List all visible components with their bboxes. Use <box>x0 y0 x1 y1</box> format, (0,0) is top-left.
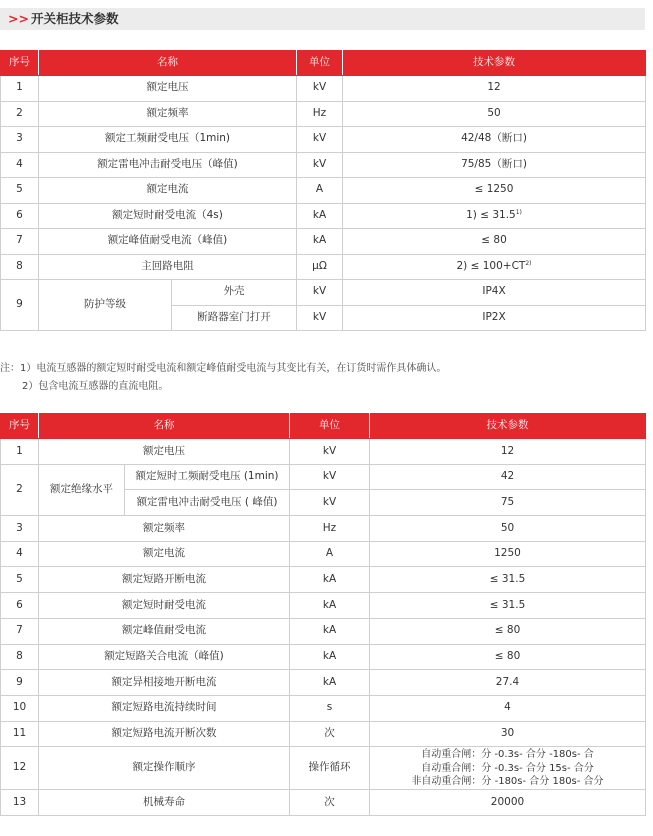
operating-sequence-line: 自动重合闸：分 -0.3s- 合分 -180s- 合 <box>421 749 594 760</box>
cell-name: 主回路电阻 <box>39 254 297 280</box>
cell-no: 5 <box>1 567 39 593</box>
cell-unit: A <box>290 541 370 567</box>
cell-name: 机械寿命 <box>39 790 290 816</box>
table-row <box>1 76 646 102</box>
header-name: 名称 <box>39 414 290 439</box>
table-row <box>1 178 646 204</box>
cell-value: IP2X <box>343 305 646 331</box>
cell-value <box>343 254 646 280</box>
cell-name: 额定短路开断电流 <box>39 567 290 593</box>
cell-value: ≤ 1250 <box>343 178 646 204</box>
cell-value <box>343 203 646 229</box>
cell-name: 额定短路电流持续时间 <box>39 695 290 721</box>
cell-unit: μΩ <box>297 254 343 280</box>
cell-unit: Hz <box>297 101 343 127</box>
table-row <box>1 567 646 593</box>
cell-value: 27.4 <box>370 670 646 696</box>
cell-value: 30 <box>370 721 646 747</box>
table-row <box>1 229 646 255</box>
cell-unit: kA <box>290 618 370 644</box>
cell-name: 额定峰值耐受电流（峰值) <box>39 229 297 255</box>
table-row <box>1 670 646 696</box>
cell-unit: kV <box>290 439 370 465</box>
cell-value: 42/48（断口) <box>343 127 646 153</box>
cell-unit: kV <box>297 280 343 306</box>
note-2: 2）包含电流互感器的直流电阻。 <box>22 381 169 392</box>
note-1: 注：1）电流互感器的额定短时耐受电流和额定峰值耐受电流与其变比有关，在订货时需作具体确认。 <box>0 363 447 374</box>
cell-no: 6 <box>1 203 39 229</box>
cell-unit: kV <box>290 464 370 490</box>
cell-name: 额定短路电流开断次数 <box>39 721 290 747</box>
cell-unit: kV <box>297 127 343 153</box>
cell-name: 额定短路关合电流（峰值) <box>39 644 290 670</box>
cell-unit: 操作循环 <box>290 747 370 790</box>
cell-unit: kA <box>297 203 343 229</box>
cell-unit: s <box>290 695 370 721</box>
footnote-mark: 2) <box>525 259 532 267</box>
table-row <box>1 695 646 721</box>
cell-sub-name: 额定短时工频耐受电压 (1min) <box>125 464 290 490</box>
table-notes <box>0 360 645 396</box>
cell-unit: kV <box>297 305 343 331</box>
value-text: 1) ≤ 31.5 <box>466 208 516 221</box>
cell-value: 20000 <box>370 790 646 816</box>
cell-group-name: 额定绝缘水平 <box>39 464 125 515</box>
cell-value: 12 <box>370 439 646 465</box>
table-row <box>1 790 646 816</box>
table-row <box>1 152 646 178</box>
table-row <box>1 439 646 465</box>
table-header-row <box>1 51 646 76</box>
table-row <box>1 644 646 670</box>
operating-sequence-line: 非自动重合闸：分 -180s- 合分 180s- 合分 <box>411 776 604 787</box>
cell-unit: kA <box>290 644 370 670</box>
cell-no: 8 <box>1 644 39 670</box>
cell-unit: Hz <box>290 516 370 542</box>
header-name: 名称 <box>39 51 297 76</box>
table-row <box>1 464 646 490</box>
header-no: 序号 <box>1 414 39 439</box>
header-no: 序号 <box>1 51 39 76</box>
cell-unit: kA <box>297 229 343 255</box>
cell-no: 3 <box>1 127 39 153</box>
table-row <box>1 721 646 747</box>
table-row <box>1 747 646 790</box>
cell-no: 7 <box>1 618 39 644</box>
header-value: 技术参数 <box>370 414 646 439</box>
cell-value: 1250 <box>370 541 646 567</box>
cell-no: 5 <box>1 178 39 204</box>
cell-value: ≤ 80 <box>370 644 646 670</box>
cell-unit: kV <box>290 490 370 516</box>
cell-group-name: 防护等级 <box>39 280 172 331</box>
cell-name: 额定峰值耐受电流 <box>39 618 290 644</box>
title-arrows: >> <box>8 11 29 26</box>
table-row <box>1 618 646 644</box>
cell-value: ≤ 31.5 <box>370 593 646 619</box>
cell-no: 8 <box>1 254 39 280</box>
cell-name: 额定电流 <box>39 178 297 204</box>
cell-sub-name: 外壳 <box>172 280 297 306</box>
table-row <box>1 127 646 153</box>
cell-unit: kA <box>290 593 370 619</box>
cell-no: 7 <box>1 229 39 255</box>
cell-value: 75 <box>370 490 646 516</box>
breaker-spec-table <box>0 413 646 816</box>
cell-value: ≤ 31.5 <box>370 567 646 593</box>
cell-no: 1 <box>1 76 39 102</box>
header-unit: 单位 <box>290 414 370 439</box>
cell-no: 12 <box>1 747 39 790</box>
section-title <box>0 8 645 30</box>
footnote-mark: 1) <box>515 208 522 216</box>
table-row <box>1 203 646 229</box>
table-header-row <box>1 414 646 439</box>
header-unit: 单位 <box>297 51 343 76</box>
cell-unit: 次 <box>290 721 370 747</box>
cell-name: 额定操作顺序 <box>39 747 290 790</box>
cell-name: 额定电流 <box>39 541 290 567</box>
cell-no: 1 <box>1 439 39 465</box>
cell-unit: kA <box>290 670 370 696</box>
cell-no: 10 <box>1 695 39 721</box>
cell-no: 2 <box>1 464 39 515</box>
cell-value: ≤ 80 <box>343 229 646 255</box>
cell-no: 11 <box>1 721 39 747</box>
table-row <box>1 516 646 542</box>
cell-no: 9 <box>1 670 39 696</box>
table-row <box>1 254 646 280</box>
table-row <box>1 280 646 306</box>
cell-name: 额定频率 <box>39 516 290 542</box>
table-row <box>1 593 646 619</box>
cell-no: 3 <box>1 516 39 542</box>
cell-value: 50 <box>370 516 646 542</box>
cell-no: 13 <box>1 790 39 816</box>
cell-sub-name: 断路器室门打开 <box>172 305 297 331</box>
header-value: 技术参数 <box>343 51 646 76</box>
cell-name: 额定异相接地开断电流 <box>39 670 290 696</box>
cell-name: 额定工频耐受电压（1min) <box>39 127 297 153</box>
cell-value: 42 <box>370 464 646 490</box>
cell-name: 额定频率 <box>39 101 297 127</box>
cell-unit: A <box>297 178 343 204</box>
cell-unit: kV <box>297 76 343 102</box>
cell-name: 额定雷电冲击耐受电压（峰值) <box>39 152 297 178</box>
value-text: 2) ≤ 100+CT <box>456 259 526 272</box>
cell-sub-name: 额定雷电冲击耐受电压 ( 峰值) <box>125 490 290 516</box>
cell-name: 额定短时耐受电流（4s) <box>39 203 297 229</box>
cell-no: 2 <box>1 101 39 127</box>
cell-value: 75/85（断口) <box>343 152 646 178</box>
cell-no: 9 <box>1 280 39 331</box>
cell-value: ≤ 80 <box>370 618 646 644</box>
cell-value: 12 <box>343 76 646 102</box>
operating-sequence-line: 自动重合闸：分 -0.3s- 合分 15s- 合分 <box>421 762 594 774</box>
title-text: 开关柜技术参数 <box>30 11 119 26</box>
cell-unit: kA <box>290 567 370 593</box>
cell-unit: kV <box>297 152 343 178</box>
cell-name: 额定电压 <box>39 439 290 465</box>
cell-value: IP4X <box>343 280 646 306</box>
table-row <box>1 541 646 567</box>
switchgear-spec-table <box>0 50 646 331</box>
cell-value <box>370 747 646 790</box>
cell-name: 额定电压 <box>39 76 297 102</box>
cell-unit: 次 <box>290 790 370 816</box>
cell-no: 4 <box>1 541 39 567</box>
cell-no: 4 <box>1 152 39 178</box>
cell-value: 4 <box>370 695 646 721</box>
cell-no: 6 <box>1 593 39 619</box>
table-row <box>1 101 646 127</box>
cell-name: 额定短时耐受电流 <box>39 593 290 619</box>
cell-value: 50 <box>343 101 646 127</box>
